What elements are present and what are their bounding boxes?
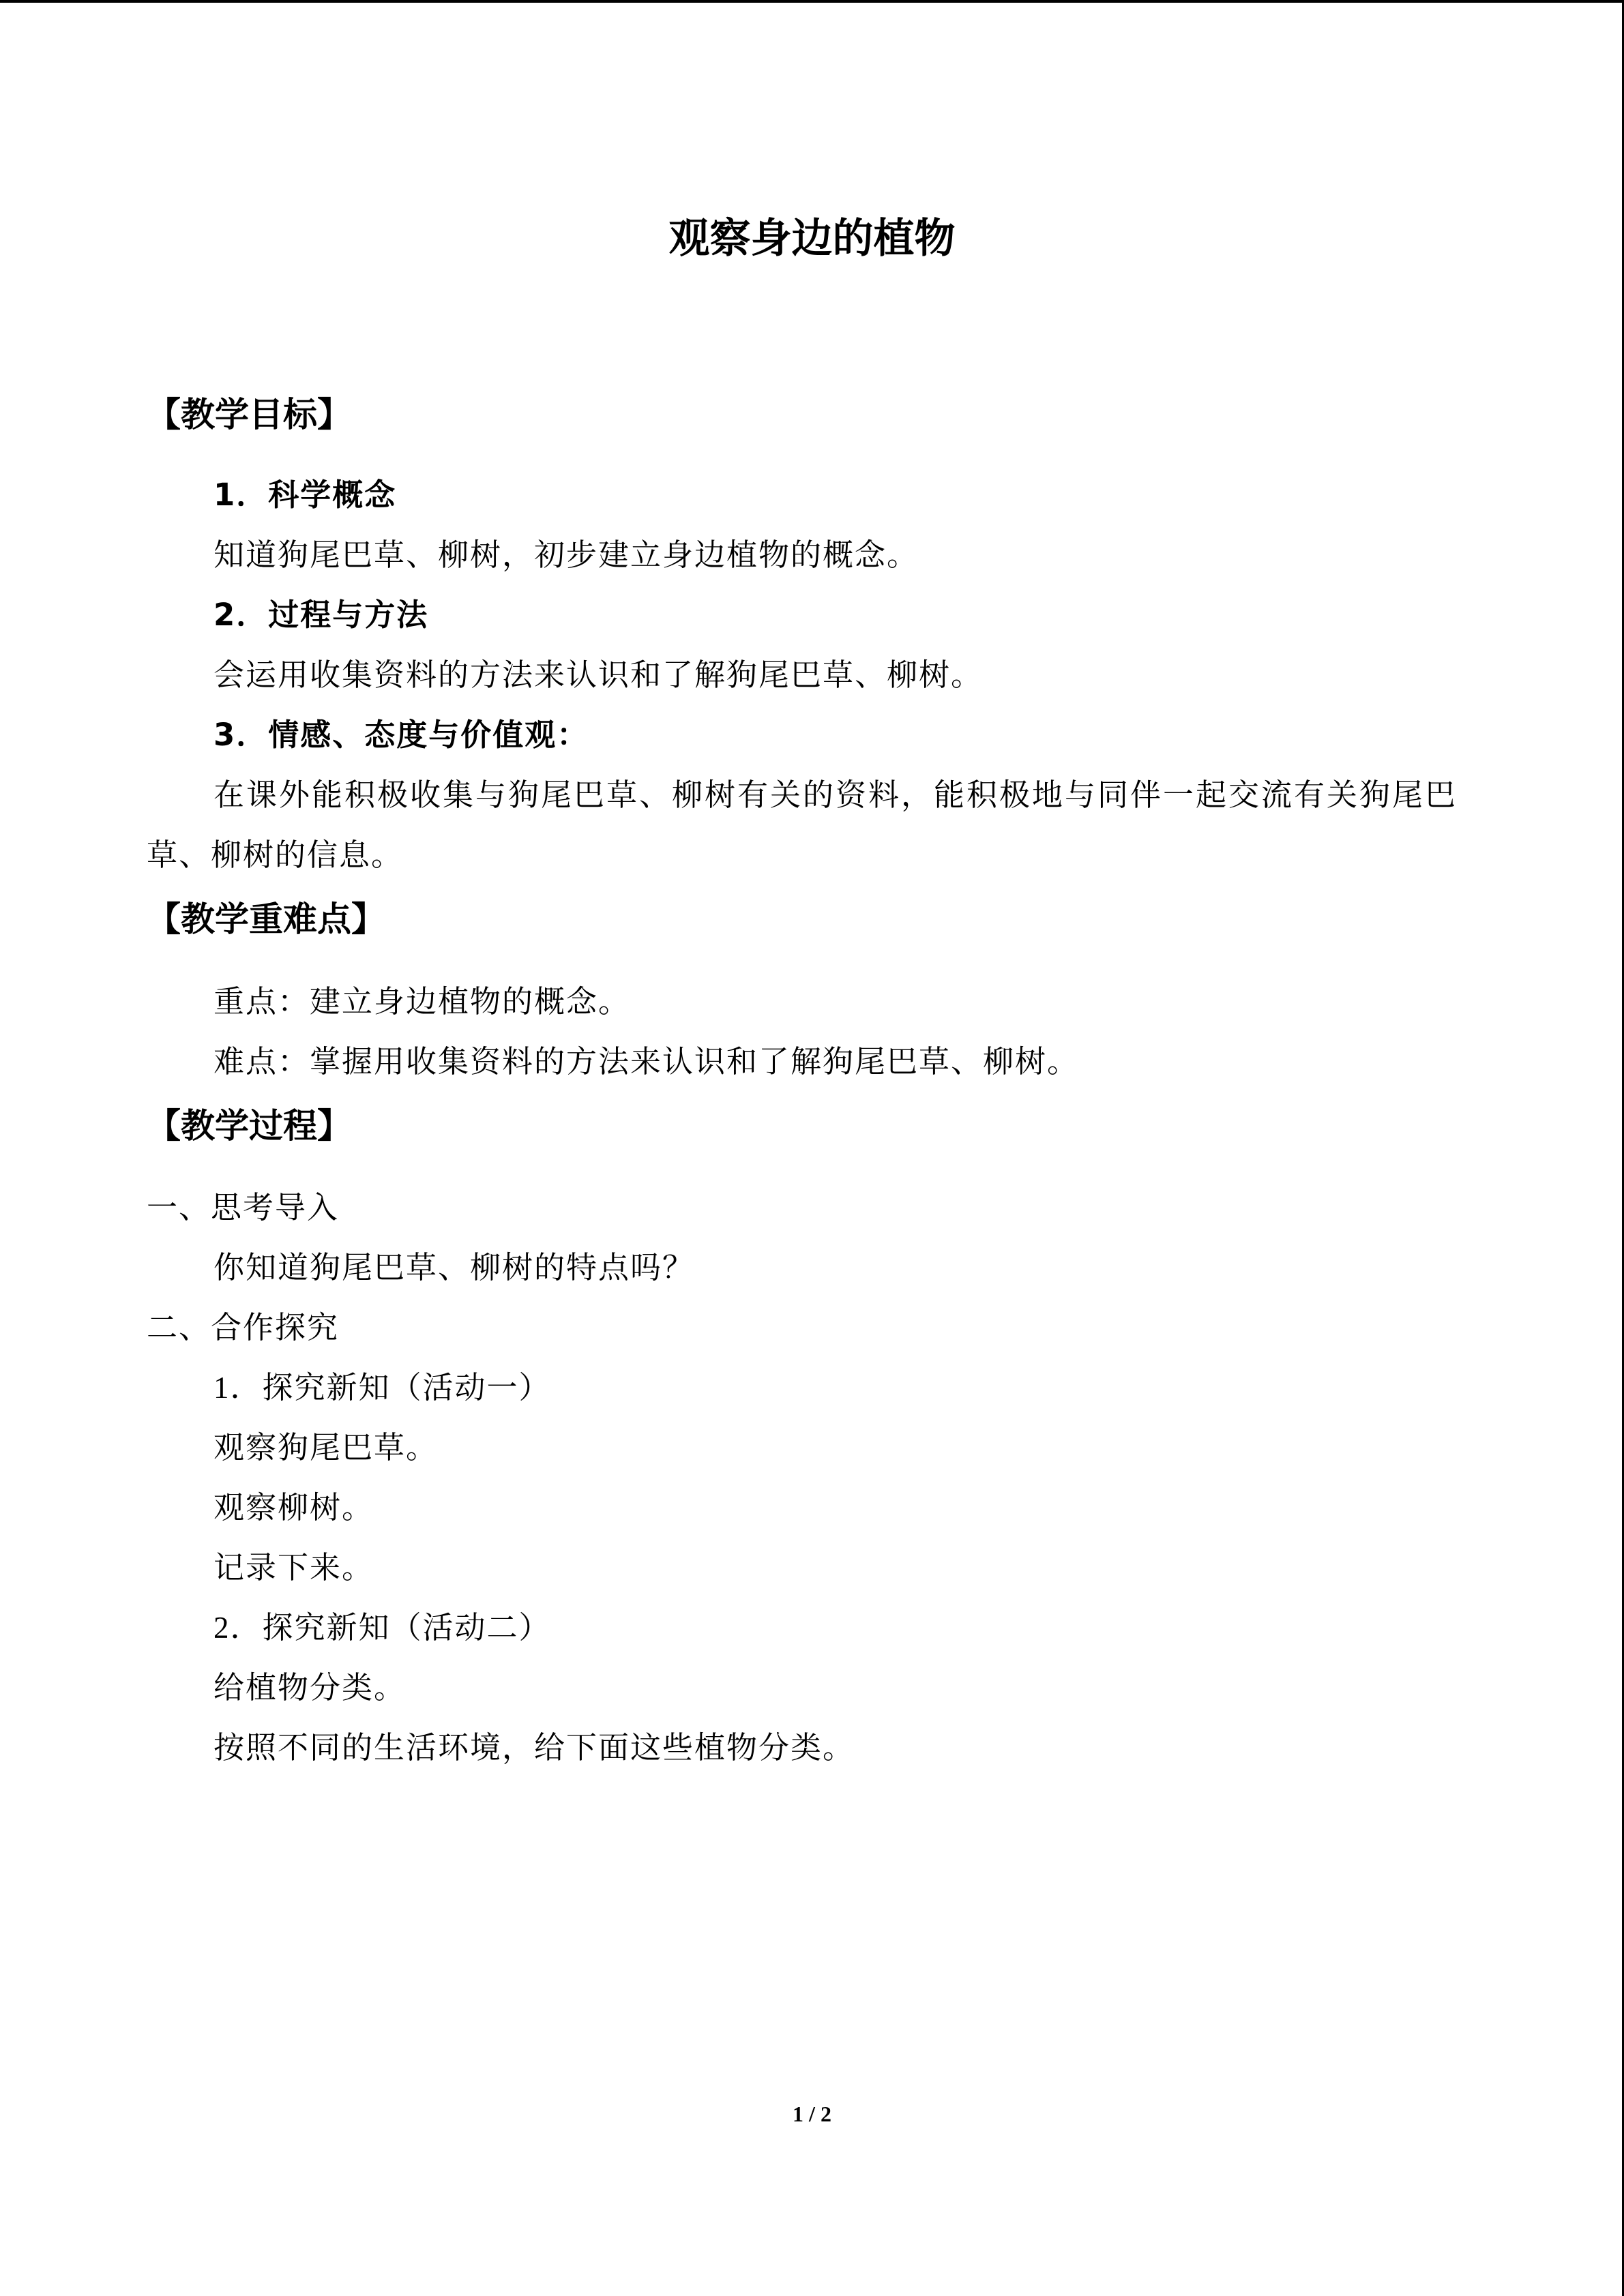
process-line: 观察柳树。 [213, 1491, 374, 1525]
process-step-2: 二、合作探究 [147, 1311, 340, 1345]
heading-teaching-process: 【教学过程】 [147, 1106, 351, 1146]
goal-text-3-line-1: 在课外能积极收集与狗尾巴草、柳树有关的资料，能积极地与同伴一起交流有关狗尾巴 [213, 778, 1458, 812]
process-line: 你知道狗尾巴草、柳树的特点吗？ [213, 1251, 695, 1285]
process-line: 观察狗尾巴草。 [213, 1431, 439, 1465]
goal-text-3-line-2: 草、柳树的信息。 [147, 838, 404, 872]
process-step-1: 一、思考导入 [147, 1191, 340, 1225]
document-title: 观察身边的植物 [668, 215, 956, 263]
process-line: 2．探究新知（活动二） [213, 1611, 551, 1645]
goal-label-2: 2．过程与方法 [213, 597, 429, 633]
page-number: 1 / 2 [793, 2102, 831, 2126]
heading-teaching-goals: 【教学目标】 [147, 395, 351, 434]
goal-text-1: 知道狗尾巴草、柳树，初步建立身边植物的概念。 [213, 538, 919, 572]
process-line: 1．探究新知（活动一） [213, 1371, 551, 1405]
process-line: 记录下来。 [213, 1551, 374, 1585]
goal-label-1: 1．科学概念 [213, 477, 397, 513]
key-point: 重点：建立身边植物的概念。 [213, 985, 631, 1019]
goal-label-3: 3．情感、态度与价值观： [213, 717, 589, 753]
goal-text-2: 会运用收集资料的方法来认识和了解狗尾巴草、柳树。 [213, 658, 984, 692]
difficult-point: 难点：掌握用收集资料的方法来认识和了解狗尾巴草、柳树。 [213, 1045, 1080, 1079]
page-top-border [0, 0, 1624, 3]
process-line: 给植物分类。 [213, 1671, 407, 1705]
process-line: 按照不同的生活环境，给下面这些植物分类。 [213, 1731, 855, 1765]
heading-key-points: 【教学重难点】 [147, 899, 385, 939]
